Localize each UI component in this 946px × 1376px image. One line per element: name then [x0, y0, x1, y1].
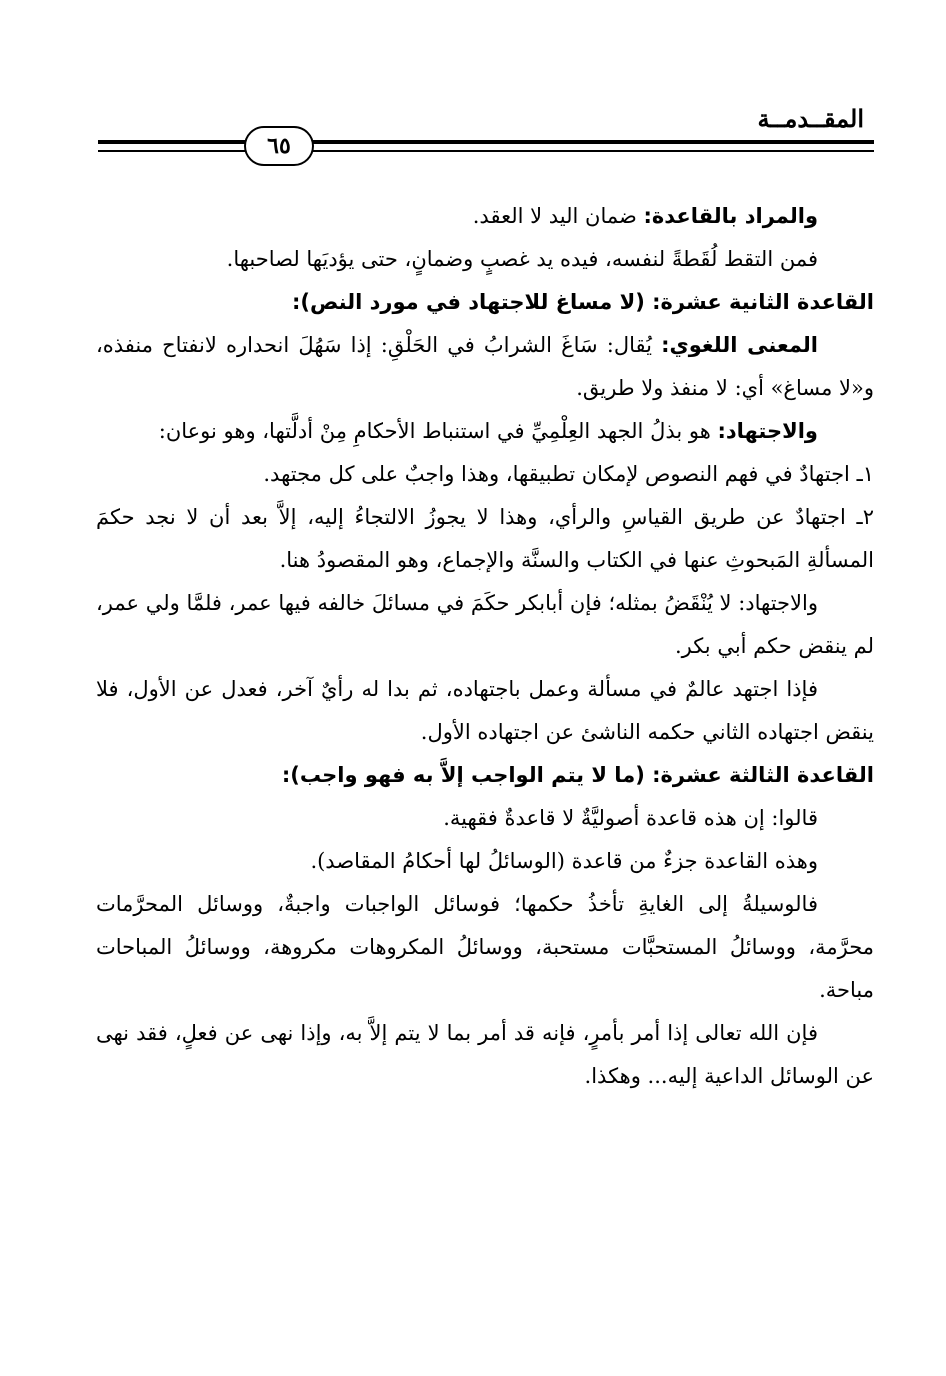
paragraph: قالوا: إن هذه قاعدة أصوليَّةٌ لا قاعدةٌ فقهية.	[443, 806, 818, 830]
page-header	[98, 96, 874, 168]
term-text: ضمان اليد لا العقد.	[472, 204, 644, 228]
term-label: المعنى اللغوي:	[661, 333, 818, 357]
page-number: ٦٥	[244, 126, 314, 166]
term-text: هو بذلُ الجهد العِلْمِيِّ في استنباط الأحكامِ مِنْ أدلَّتها، وهو نوعان:	[158, 419, 718, 443]
page-body	[96, 195, 874, 1098]
term-label: والاجتهاد:	[717, 419, 818, 443]
list-item-1: ١ـ اجتهادٌ في فهم النصوص لإمكان تطبيقها، وهذا واجبٌ على كل مجتهد.	[263, 462, 874, 486]
term-text: يُقال: سَاغَ الشرابُ في الحَلْقِ: إذا سَهُلَ انحداره لانفتاح منفذه، و«لا مساغ» أي: لا منفذ ولا طريق.	[96, 333, 874, 400]
paragraph: فمن التقط لُقَطةً لنفسه، فيده يد غصبٍ وضمانٍ، حتى يؤديَها لصاحبها.	[226, 247, 818, 271]
term-label: والمراد بالقاعدة:	[643, 204, 818, 228]
paragraph: وهذه القاعدة جزءٌ من قاعدة (الوسائلُ لها أحكامُ المقاصد).	[310, 849, 818, 873]
rule-heading-13: القاعدة الثالثة عشرة: (ما لا يتم الواجب إلاَّ به فهو واجب):	[281, 763, 874, 787]
header-rule-left	[98, 140, 246, 152]
list-item-2: ٢ـ اجتهادٌ عن طريق القياسِ والرأي، وهذا لا يجوزُ الالتجاءُ إليه، إلاَّ بعد أن لا نجد حكمَ المسألةِ المَبحوثِ عنها في الكتاب والسنَّة والإجماع، وهو المقصودُ هنا.	[96, 505, 874, 572]
header-rule-right	[304, 140, 874, 152]
paragraph-ijtihad	[96, 410, 874, 453]
paragraph-linguistic-meaning	[96, 324, 874, 410]
chapter-title: المقــدمــة	[757, 104, 864, 133]
paragraph: والاجتهاد: لا يُنْقَضُ بمثله؛ فإن أبابكر حكَمَ في مسائلَ خالفه فيها عمر، فلمَّا ولي عمر، لم ينقض حكم أبي بكر.	[96, 591, 874, 658]
paragraph: فإذا اجتهد عالمٌ في مسألة وعمل باجتهاده، ثم بدا له رأيٌ آخر، فعدل عن الأول، فلا ينقض اجتهاده الثاني حكمه الناشئ عن اجتهاده الأول.	[96, 677, 874, 744]
paragraph: فإن الله تعالى إذا أمر بأمرٍ، فإنه قد أمر بما لا يتم إلاَّ به، وإذا نهى عن فعلٍ، فقد نهى عن الوسائل الداعية إليه... وهكذا.	[96, 1021, 874, 1088]
paragraph: فالوسيلةُ إلى الغايةِ تأخذُ حكمها؛ فوسائل الواجبات واجبةٌ، ووسائل المحرَّمات محرَّمة، ووسائلُ المستحبَّات مستحبة، ووسائلُ المكروهات مكروهة، ووسائلُ المباحات مباحة.	[96, 892, 874, 1002]
rule-heading-12: القاعدة الثانية عشرة: (لا مساغ للاجتهاد في مورد النص):	[292, 290, 874, 314]
paragraph-definition	[96, 195, 874, 238]
